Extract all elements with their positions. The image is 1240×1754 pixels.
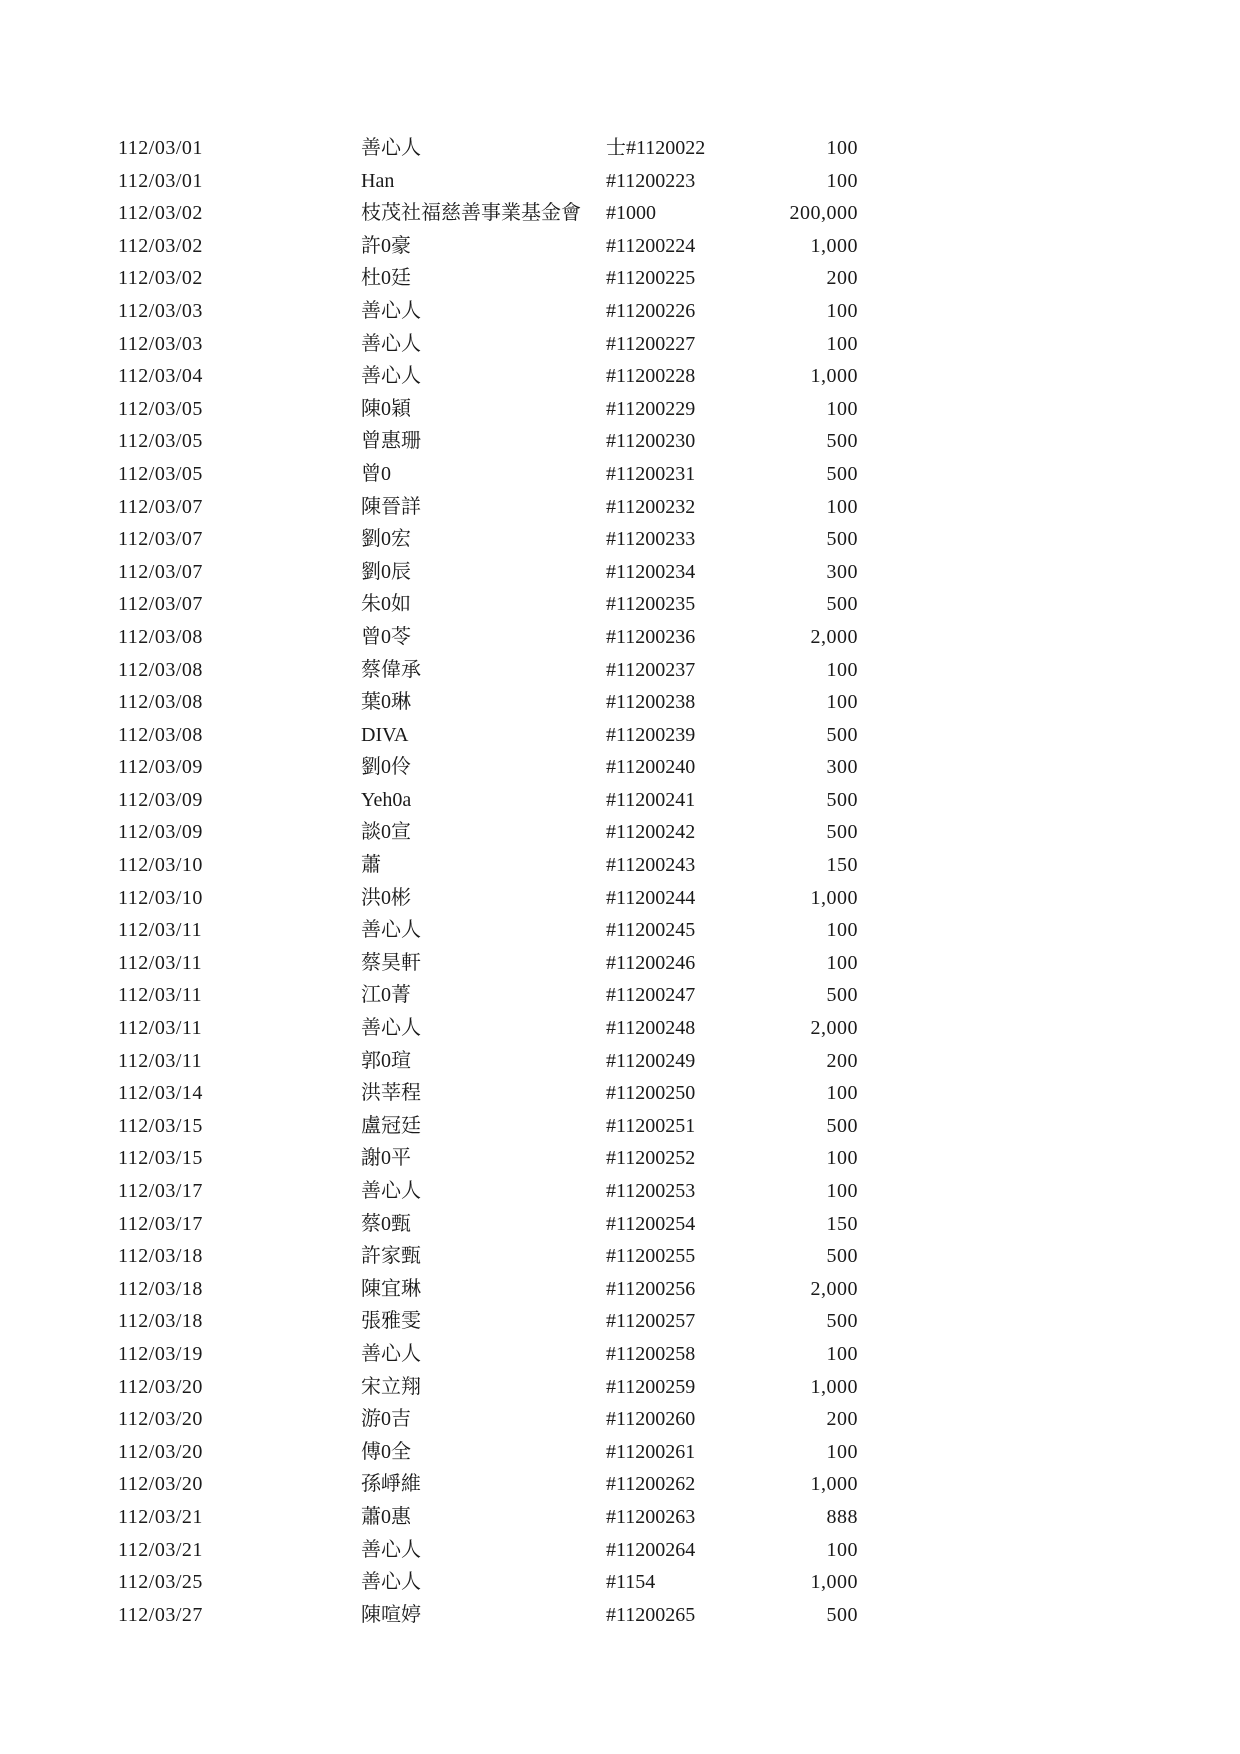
donor-name: 善心人 <box>361 1538 421 1561</box>
receipt-number: #1154 <box>606 1571 656 1594</box>
donor-name: 蔡偉承 <box>361 658 421 681</box>
receipt-number: #11200239 <box>606 723 696 746</box>
donation-amount: 200 <box>826 1408 858 1431</box>
ledger-row <box>118 1534 858 1567</box>
donation-amount: 100 <box>826 1538 858 1561</box>
donation-date: 112/03/08 <box>118 658 203 681</box>
ledger-row <box>118 1566 858 1599</box>
ledger-row <box>118 849 858 882</box>
donation-date: 112/03/09 <box>118 821 203 844</box>
donor-name: 杜0廷 <box>361 267 411 290</box>
receipt-number: #11200264 <box>606 1538 696 1561</box>
donation-date: 112/03/11 <box>118 919 203 942</box>
donation-amount: 500 <box>826 430 858 453</box>
receipt-number: #11200228 <box>606 365 696 388</box>
receipt-number: #11200233 <box>606 528 696 551</box>
ledger-row <box>118 719 858 752</box>
donation-amount: 100 <box>826 1082 858 1105</box>
donation-date: 112/03/10 <box>118 886 203 909</box>
donation-date: 112/03/18 <box>118 1277 203 1300</box>
receipt-number: #11200259 <box>606 1375 696 1398</box>
receipt-number: #11200251 <box>606 1114 696 1137</box>
receipt-number: #11200235 <box>606 593 696 616</box>
donation-amount: 100 <box>826 299 858 322</box>
ledger-row <box>118 230 858 263</box>
donor-name: 葉0琳 <box>361 691 411 714</box>
donation-date: 112/03/07 <box>118 528 203 551</box>
ledger-row <box>118 882 858 915</box>
donation-amount: 1,000 <box>810 1473 858 1496</box>
donor-name: 蕭 <box>361 854 381 877</box>
donation-amount: 1,000 <box>810 1571 858 1594</box>
receipt-number: #11200226 <box>606 299 696 322</box>
donor-name: Yeh0a <box>361 788 412 811</box>
donation-date: 112/03/08 <box>118 625 203 648</box>
ledger-row <box>118 1305 858 1338</box>
receipt-number: #11200250 <box>606 1082 696 1105</box>
donation-date: 112/03/08 <box>118 691 203 714</box>
donor-name: 善心人 <box>361 137 421 159</box>
donor-name: 善心人 <box>361 332 421 355</box>
ledger-row <box>118 1436 858 1469</box>
donation-date: 112/03/09 <box>118 756 203 779</box>
donation-amount: 500 <box>826 723 858 746</box>
receipt-number: #11200236 <box>606 625 696 648</box>
donor-name: 善心人 <box>361 365 421 388</box>
donation-amount: 100 <box>826 919 858 942</box>
donor-name: 善心人 <box>361 1342 421 1365</box>
donor-name: 蔡昊軒 <box>361 951 421 974</box>
ledger-row <box>118 165 858 198</box>
receipt-number: #11200231 <box>606 462 696 485</box>
donation-amount: 500 <box>826 593 858 616</box>
ledger-row <box>118 1077 858 1110</box>
donation-amount: 500 <box>826 1114 858 1137</box>
ledger-row <box>118 328 858 361</box>
ledger-row <box>118 425 858 458</box>
donation-date: 112/03/17 <box>118 1180 203 1202</box>
donation-amount: 300 <box>826 560 858 583</box>
ledger-row <box>118 654 858 687</box>
ledger-row <box>118 686 858 719</box>
receipt-number: #11200256 <box>606 1277 696 1300</box>
ledger-row <box>118 1501 858 1534</box>
receipt-number: #11200260 <box>606 1408 696 1431</box>
donation-amount: 100 <box>826 951 858 974</box>
donation-date: 112/03/01 <box>118 169 203 192</box>
donation-amount: 100 <box>826 1147 858 1170</box>
donation-date: 112/03/09 <box>118 788 203 811</box>
donation-amount: 2,000 <box>810 1017 858 1040</box>
receipt-number: #11200229 <box>606 397 696 420</box>
receipt-number: #11200261 <box>606 1440 696 1463</box>
donation-amount: 300 <box>826 756 858 779</box>
receipt-number: #11200253 <box>606 1180 696 1202</box>
ledger-row <box>118 816 858 849</box>
donation-amount: 888 <box>826 1505 858 1528</box>
donation-date: 112/03/03 <box>118 299 203 322</box>
donation-date: 112/03/10 <box>118 854 203 877</box>
donor-name: 陳喧婷 <box>361 1603 421 1626</box>
donation-date: 112/03/14 <box>118 1082 203 1105</box>
donor-name: 曾惠珊 <box>361 430 421 453</box>
receipt-number: #11200232 <box>606 495 696 518</box>
receipt-number: #11200249 <box>606 1049 696 1072</box>
donation-date: 112/03/05 <box>118 397 203 420</box>
donation-date: 112/03/27 <box>118 1603 203 1626</box>
donation-date: 112/03/02 <box>118 267 203 290</box>
ledger-row <box>118 1208 858 1241</box>
donation-amount: 100 <box>826 495 858 518</box>
donor-name: 孫崢維 <box>361 1473 421 1496</box>
donation-date: 112/03/05 <box>118 430 203 453</box>
donation-date: 112/03/07 <box>118 560 203 583</box>
donation-amount: 2,000 <box>810 625 858 648</box>
receipt-number: #11200224 <box>606 234 696 257</box>
donation-amount: 100 <box>826 1180 858 1202</box>
donation-date: 112/03/15 <box>118 1114 203 1137</box>
donation-date: 112/03/21 <box>118 1538 203 1561</box>
donation-date: 112/03/11 <box>118 951 203 974</box>
donation-amount: 500 <box>826 984 858 1007</box>
donation-amount: 200 <box>826 267 858 290</box>
donation-date: 112/03/25 <box>118 1571 203 1594</box>
receipt-number: #11200241 <box>606 788 696 811</box>
ledger-row <box>118 1110 858 1143</box>
donation-amount: 150 <box>826 854 858 877</box>
donation-date: 112/03/02 <box>118 234 203 257</box>
donation-amount: 100 <box>826 397 858 420</box>
receipt-number: #11200263 <box>606 1505 696 1528</box>
ledger-row <box>118 491 858 524</box>
donation-date: 112/03/11 <box>118 984 203 1007</box>
receipt-number: #11200245 <box>606 919 696 942</box>
donor-name: 曾0苓 <box>361 625 411 648</box>
ledger-row <box>118 621 858 654</box>
ledger-row <box>118 556 858 589</box>
donor-name: 善心人 <box>361 299 421 322</box>
donation-ledger <box>118 132 858 1631</box>
donation-date: 112/03/21 <box>118 1505 203 1528</box>
donor-name: Han <box>361 169 395 192</box>
ledger-row <box>118 197 858 230</box>
donor-name: 蕭0惠 <box>361 1505 411 1528</box>
ledger-row <box>118 1045 858 1078</box>
donation-date: 112/03/08 <box>118 723 203 746</box>
donor-name: 劉0宏 <box>361 528 411 551</box>
ledger-row <box>118 1273 858 1306</box>
donor-name: 游0吉 <box>361 1408 411 1431</box>
ledger-row <box>118 1403 858 1436</box>
donation-amount: 500 <box>826 462 858 485</box>
donation-amount: 500 <box>826 1603 858 1626</box>
donation-date: 112/03/02 <box>118 202 203 225</box>
donation-amount: 1,000 <box>810 886 858 909</box>
donation-amount: 500 <box>826 528 858 551</box>
ledger-row <box>118 1240 858 1273</box>
receipt-number: #1000 <box>606 202 656 225</box>
ledger-row <box>118 523 858 556</box>
donation-amount: 100 <box>826 1342 858 1365</box>
ledger-row <box>118 1175 858 1208</box>
donation-amount: 1,000 <box>810 1375 858 1398</box>
donation-date: 112/03/11 <box>118 1017 203 1040</box>
donor-name: 劉0辰 <box>361 560 411 583</box>
ledger-row <box>118 360 858 393</box>
donation-date: 112/03/17 <box>118 1212 203 1235</box>
donation-date: 112/03/20 <box>118 1440 203 1463</box>
donor-name: 蔡0甄 <box>361 1212 411 1235</box>
donation-amount: 200,000 <box>789 202 858 225</box>
receipt-number: #11200227 <box>606 332 696 355</box>
donation-amount: 100 <box>826 691 858 714</box>
donation-amount: 100 <box>826 332 858 355</box>
ledger-row <box>118 393 858 426</box>
donation-date: 112/03/18 <box>118 1310 203 1333</box>
donation-date: 112/03/01 <box>118 137 203 159</box>
donation-amount: 1,000 <box>810 365 858 388</box>
receipt-number: #11200246 <box>606 951 696 974</box>
donation-date: 112/03/19 <box>118 1342 203 1365</box>
donor-name: 善心人 <box>361 1571 421 1594</box>
ledger-row <box>118 947 858 980</box>
ledger-row <box>118 295 858 328</box>
ledger-row <box>118 751 858 784</box>
donation-date: 112/03/11 <box>118 1049 203 1072</box>
donation-date: 112/03/20 <box>118 1408 203 1431</box>
donor-name: 陳宜琳 <box>361 1277 421 1300</box>
donation-amount: 500 <box>826 788 858 811</box>
donor-name: 談0宣 <box>361 821 411 844</box>
donor-name: 洪0彬 <box>361 886 411 909</box>
ledger-row <box>118 1371 858 1404</box>
donor-name: 善心人 <box>361 1180 421 1202</box>
receipt-number: #11200255 <box>606 1245 696 1268</box>
donation-amount: 150 <box>826 1212 858 1235</box>
receipt-number: #11200230 <box>606 430 696 453</box>
donation-amount: 100 <box>826 658 858 681</box>
ledger-row <box>118 914 858 947</box>
donation-amount: 100 <box>826 137 858 159</box>
donation-amount: 1,000 <box>810 234 858 257</box>
donor-name: 洪莘程 <box>361 1082 421 1105</box>
receipt-number: #11200242 <box>606 821 696 844</box>
donor-name: 盧冠廷 <box>361 1114 421 1137</box>
donor-name: 宋立翔 <box>361 1375 421 1398</box>
donor-name: 曾0 <box>361 462 391 485</box>
ledger-row <box>118 784 858 817</box>
receipt-number: #11200262 <box>606 1473 696 1496</box>
donor-name: 枝茂社福慈善事業基金會 <box>361 202 581 225</box>
donation-date: 112/03/05 <box>118 462 203 485</box>
donation-amount: 100 <box>826 169 858 192</box>
donation-date: 112/03/18 <box>118 1245 203 1268</box>
donation-amount: 2,000 <box>810 1277 858 1300</box>
receipt-number: #11200244 <box>606 886 696 909</box>
donation-amount: 100 <box>826 1440 858 1463</box>
donation-amount: 200 <box>826 1049 858 1072</box>
receipt-number: #11200258 <box>606 1342 696 1365</box>
ledger-row <box>118 458 858 491</box>
donation-date: 112/03/07 <box>118 495 203 518</box>
receipt-number: #11200257 <box>606 1310 696 1333</box>
donation-date: 112/03/20 <box>118 1473 203 1496</box>
donation-amount: 500 <box>826 1310 858 1333</box>
donation-amount: 500 <box>826 821 858 844</box>
ledger-row <box>118 132 858 165</box>
donor-name: 朱0如 <box>361 593 411 616</box>
donor-name: 傅0全 <box>361 1440 411 1463</box>
donor-name: 許0豪 <box>361 234 411 257</box>
ledger-row <box>118 1468 858 1501</box>
ledger-row <box>118 1338 858 1371</box>
ledger-row <box>118 1012 858 1045</box>
donation-amount: 500 <box>826 1245 858 1268</box>
receipt-number: #11200247 <box>606 984 696 1007</box>
receipt-number: #11200243 <box>606 854 696 877</box>
donor-name: 謝0平 <box>361 1147 411 1170</box>
donor-name: 陳晉詳 <box>361 495 421 518</box>
receipt-number: #11200265 <box>606 1603 696 1626</box>
ledger-row <box>118 1142 858 1175</box>
receipt-number: #11200248 <box>606 1017 696 1040</box>
receipt-number: #11200254 <box>606 1212 696 1235</box>
receipt-number: #11200223 <box>606 169 696 192</box>
ledger-row <box>118 588 858 621</box>
donor-name: 張雅雯 <box>361 1310 421 1333</box>
receipt-number: #11200240 <box>606 756 696 779</box>
receipt-number: #11200252 <box>606 1147 696 1170</box>
ledger-row <box>118 262 858 295</box>
ledger-row <box>118 979 858 1012</box>
donor-name: 江0菁 <box>361 984 411 1007</box>
donor-name: 陳0穎 <box>361 397 411 420</box>
donation-date: 112/03/07 <box>118 593 203 616</box>
donation-date: 112/03/03 <box>118 332 203 355</box>
donor-name: 許家甄 <box>361 1245 421 1268</box>
receipt-number: #11200234 <box>606 560 696 583</box>
donor-name: 郭0瑄 <box>361 1049 411 1072</box>
donor-name: 善心人 <box>361 919 421 942</box>
donor-name: DIVA <box>361 723 409 746</box>
donation-date: 112/03/04 <box>118 365 203 388</box>
donation-date: 112/03/20 <box>118 1375 203 1398</box>
ledger-row <box>118 1599 858 1632</box>
donor-name: 劉0伶 <box>361 756 411 779</box>
receipt-number: #11200237 <box>606 658 696 681</box>
receipt-number: #11200238 <box>606 691 696 714</box>
donation-date: 112/03/15 <box>118 1147 203 1170</box>
receipt-number: 士#1120022 <box>606 137 706 159</box>
receipt-number: #11200225 <box>606 267 696 290</box>
donor-name: 善心人 <box>361 1017 421 1040</box>
